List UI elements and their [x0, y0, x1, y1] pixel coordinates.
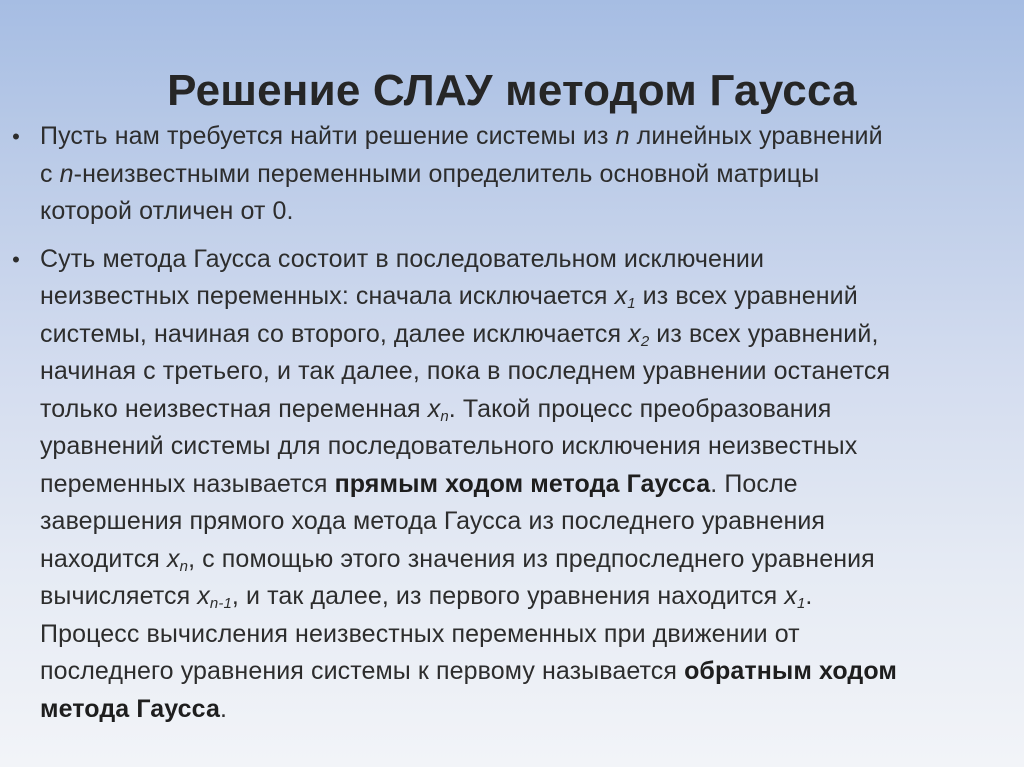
bullet-item — [0, 118, 1024, 231]
math-variable: $x_{n-1}$ — [197, 582, 232, 612]
bullet-text — [40, 241, 1006, 729]
text-line: которой отличен от 0. — [40, 197, 294, 225]
variable-subscript: n — [179, 557, 189, 575]
bullet-icon: • — [12, 246, 20, 272]
math-variable: $x_1$ — [784, 582, 806, 612]
math-variable: n — [59, 159, 74, 188]
bullet-text — [40, 118, 1006, 231]
bold-term: обратным ходом — [684, 657, 898, 685]
math-variable: $x_1$ — [614, 282, 636, 312]
text-line: уравнений системы для последовательного исключения неизвестных — [40, 432, 858, 460]
math-variable: n — [615, 122, 630, 150]
text-line: завершения прямого хода метода Гаусса из последнего уравнения — [40, 507, 826, 535]
math-variable: $x_2$ — [628, 319, 650, 350]
math-variable: $x_n$ — [167, 544, 189, 575]
variable-subscript: n — [440, 407, 449, 425]
bullet-list — [0, 118, 1024, 728]
text-line: переменных называется прямым ходом метода Гаусса. После — [40, 469, 798, 498]
bullet-icon: • — [12, 124, 20, 149]
variable-subscript: 2 — [640, 332, 650, 350]
text-line: метода Гаусса. — [40, 694, 228, 723]
text-line: находится $x_n$, с помощью этого значения из предпоследнего уравнения — [40, 544, 875, 575]
math-variable: $x_n$ — [427, 394, 449, 425]
text-line: только неизвестная переменная $x_n$. Такой процесс преобразования — [40, 394, 832, 425]
text-line: неизвестных переменных: сначала исключается $x_1$ из всех уравнений — [40, 282, 858, 312]
slide-title: Решение СЛАУ методом Гаусса — [167, 66, 857, 116]
text-line: Суть метода Гаусса состоит в последовательном исключении — [40, 244, 765, 273]
text-line: вычисляется $x_{n-1}$, и так далее, из первого уравнения находится $x_1$. — [40, 582, 813, 612]
text-line: с n-неизвестными переменными определитель основной матрицы — [40, 159, 820, 188]
text-line: последнего уравнения системы к первому называется обратным ходом — [40, 657, 898, 685]
variable-subscript: 1 — [796, 595, 806, 612]
bold-term: прямым ходом метода Гаусса — [334, 469, 711, 498]
variable-subscript: 1 — [627, 295, 636, 312]
variable-subscript: n-1 — [209, 595, 232, 612]
text-line: системы, начиная со второго, далее исключается $x_2$ из всех уравнений, — [40, 319, 879, 350]
text-line: Процесс вычисления неизвестных переменных при движении от — [40, 619, 800, 648]
text-line: начиная с третьего, и так далее, пока в последнем уравнении останется — [40, 357, 891, 385]
text-line: Пусть нам требуется найти решение системы из n линейных уравнений — [40, 122, 883, 150]
bold-term: метода Гаусса — [40, 694, 220, 723]
bullet-item — [0, 241, 1024, 729]
